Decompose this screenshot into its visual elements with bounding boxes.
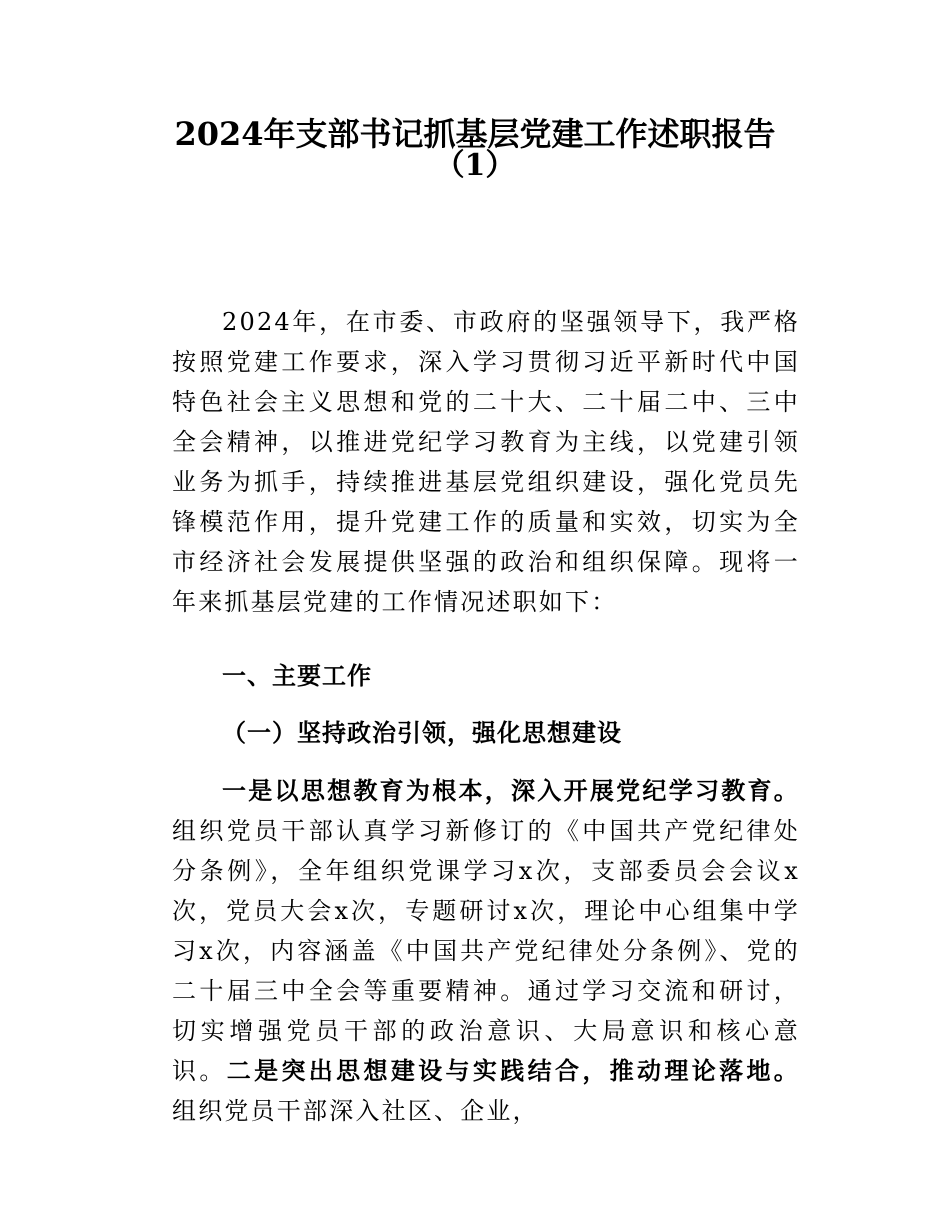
intro-paragraph: 2024年，在市委、市政府的坚强领导下，我严格按照党建工作要求，深入学习贯彻习近平新时代中国特色社会主义思想和党的二十大、二十届二中、三中全会精神，以推进党纪学习教育为主线，以党建引领业务为抓手，持续推进基层党组织建设，强化党员先锋模范作用，提升党建工作的质量和实效，切实为全市经济社会发展提供坚强的政治和组织保障。现将一年来抓基层党建的工作情况述职如下：: [172, 308, 800, 616]
work-paragraph: [172, 771, 800, 1131]
section-heading-main-work: 一、主要工作: [222, 662, 372, 690]
subsection-heading-political-guidance: （一）坚持政治引领，强化思想建设: [222, 719, 622, 747]
point1-body: 组织党员干部认真学习新修订的《中国共产党纪律处分条例》，全年组织党课学习x次，支部委员会会议x次，党员大会x次，专题研讨x次，理论中心组集中学习x次，内容涵盖《中国共产党纪律处分条例》、党的二十届三中全会等重要精神。通过学习交流和研讨，切实增强党员干部的政治意识、大局意识和核心意识。: [172, 817, 800, 1085]
point1-lead: 一是以思想教育为根本，深入开展党纪学习教育。: [222, 777, 800, 805]
point2-body: 组织党员干部深入社区、企业，: [172, 1097, 539, 1125]
document-title-number: （1）: [434, 148, 516, 183]
document-title: 2024年支部书记抓基层党建工作述职报告: [174, 115, 776, 153]
point2-lead: 二是突出思想建设与实践结合，推动理论落地。: [226, 1057, 800, 1085]
